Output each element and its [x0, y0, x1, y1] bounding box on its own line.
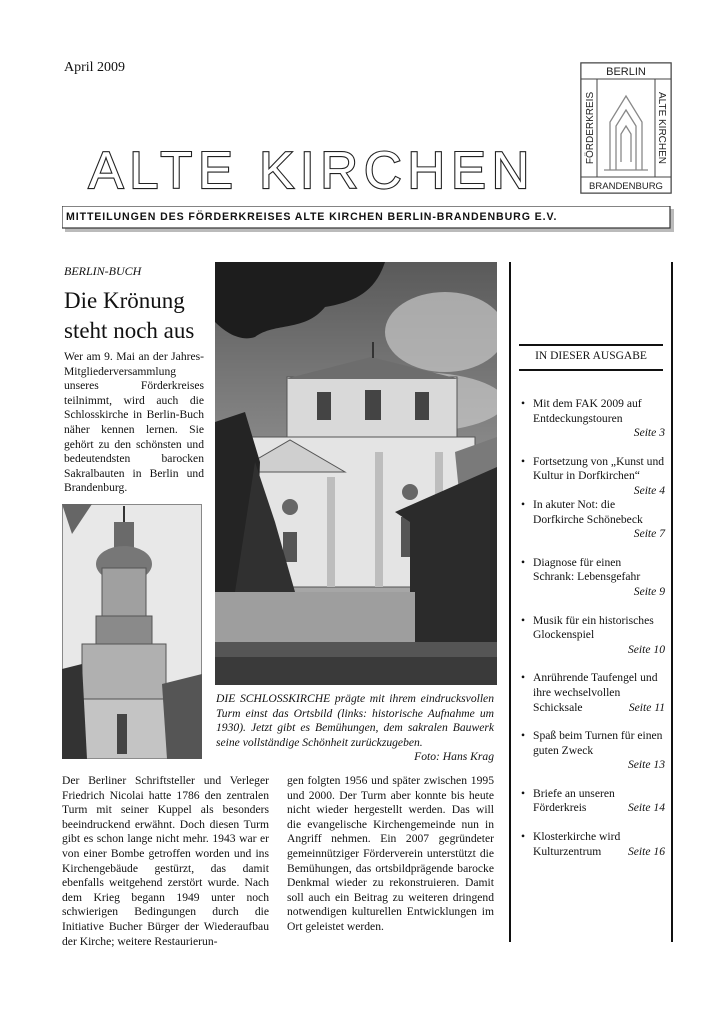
- logo-text-right: ALTE KIRCHEN: [656, 91, 667, 165]
- toc-item-text: Anrührende Taufengel und ihre wechselvollen Schicksale: [533, 671, 658, 714]
- toc-item[interactable]: [521, 397, 665, 441]
- toc-item-page: Seite 14: [627, 801, 665, 815]
- masthead-title-text: Alte Kirchen: [88, 142, 536, 198]
- toc-item[interactable]: [521, 787, 665, 816]
- sidebar-divider-left: [509, 262, 511, 942]
- issue-date: April 2009: [64, 60, 126, 75]
- bullet-icon: •: [521, 729, 526, 743]
- toc-item-text: In akuter Not: die Dorfkirche Schönebeck: [533, 497, 643, 526]
- bullet-icon: •: [521, 454, 526, 468]
- bullet-icon: •: [521, 671, 526, 685]
- toc-item-page: Seite 10: [627, 642, 665, 656]
- church-photo: [215, 262, 497, 685]
- toc-rule-bottom: [519, 369, 663, 371]
- toc-item[interactable]: [521, 454, 665, 497]
- toc-item[interactable]: [521, 671, 665, 715]
- toc-list: [521, 397, 665, 873]
- toc-item[interactable]: [521, 830, 665, 859]
- toc-item-page: Seite 7: [633, 527, 665, 541]
- masthead-title: [62, 138, 562, 198]
- toc-item-text: Fortsetzung von „Kunst und Kultur in Dorfkirchen“: [533, 454, 665, 483]
- photo-caption-text: DIE SCHLOSSKIRCHE prägte mit ihrem eindrucksvollen Turm einst das Ortsbild (links: historische Aufnahme um 1930). Jetzt gibt es Bemühungen, dem sakralen Bauwerk seine vollständige Schönheit zurückzugeben.: [216, 692, 494, 749]
- toc-item-page: Seite 11: [628, 700, 665, 714]
- logo-text-bottom: BRANDENBURG: [589, 181, 663, 192]
- toc-item-page: Seite 9: [633, 584, 665, 598]
- bullet-icon: •: [521, 786, 526, 800]
- toc-item-text: Klosterkirche wird Kulturzentrum: [533, 830, 621, 858]
- article-body-column-2: gen folgten 1956 und später zwischen 1995 und 2000. Der Turm aber konnte bis heute nicht wieder hergestellt werden. Das will die evangelische Kirchengemeinde nun in Angriff nehmen. Ein 2007 gegründeter gemeinnütziger Förderverein unterstützt die Bemühungen, das ortsbildprägende barocke Denkmal wieder zu rekonstruieren. Damit soll auch ein Beitrag zu weiteren dringend notwendigen kulturellen Entwicklungen im Ort geleistet werden.: [287, 774, 494, 933]
- toc-item[interactable]: [521, 614, 665, 658]
- toc-item-text: Mit dem FAK 2009 auf Entdeckungstouren: [533, 397, 642, 425]
- toc-item-page: Seite 16: [627, 844, 665, 858]
- bullet-icon: •: [521, 397, 526, 410]
- toc-item-page: Seite 4: [633, 483, 665, 497]
- toc-title: IN DIESER AUSGABE: [535, 350, 647, 362]
- toc-item[interactable]: [521, 498, 665, 542]
- church-logo-icon: [580, 62, 672, 194]
- toc-item-text: Briefe an unseren Förderkreis: [533, 786, 615, 815]
- toc-item-text: Diagnose für einen Schrank: Lebensgefahr: [533, 555, 641, 584]
- toc-item-text: Spaß beim Turnen für einen guten Zweck: [533, 729, 663, 757]
- toc-item[interactable]: [521, 556, 665, 600]
- bullet-icon: •: [521, 613, 526, 627]
- bullet-icon: •: [521, 555, 526, 569]
- article-body-column-1: Der Berliner Schriftsteller und Verleger Friedrich Nicolai hatte 1786 den zentralen Turm mit seiner Kuppel als besonders beeindruckend erwähnt. Doch diesen Turm gibt es schon lange nicht mehr. 1943 war er von einer Bombe getroffen worden und ins Kirchengebäude gestürzt, das damit ebenfalls weitgehend zerstört wurde. Nach dem Krieg begann 1949 unter noch schwierigen Bedingungen durch die Initiative Bucher Bürger der Wiederaufbau der Kirche; weitere Restaurierun-: [62, 774, 269, 948]
- toc-item-page: Seite 3: [633, 426, 665, 440]
- article-kicker: BERLIN-BUCH: [64, 264, 142, 278]
- logo-text-top: BERLIN: [606, 66, 646, 78]
- toc-item[interactable]: [521, 729, 665, 773]
- sidebar-divider-right: [671, 262, 673, 942]
- masthead-subtitle: MITTEILUNGEN DES FÖRDERKREISES ALTE KIRCHEN BERLIN-BRANDENBURG E.V.: [66, 211, 558, 223]
- toc-item-page: Seite 13: [627, 758, 665, 772]
- article-headline: Die Krönung steht noch aus: [64, 288, 195, 343]
- photo-credit: Foto: Hans Krag: [414, 750, 494, 764]
- photo-caption: [216, 692, 494, 765]
- article-lead: Wer am 9. Mai an der Jahres-Mitgliederversammlung unseres Förderkreises teilnimmt, wird auch die Schlosskirche in Berlin-Buch näher kennen lernen. Sie gehört zu den schönsten und bedeutendsten barocken Sakralbauten in Berlin und Brandenburg.: [64, 350, 204, 495]
- historic-church-photo: [62, 504, 202, 759]
- logo-text-left: FÖRDERKREIS: [585, 91, 596, 165]
- toc-rule-top: [519, 344, 663, 346]
- bullet-icon: •: [521, 497, 526, 511]
- bullet-icon: •: [521, 830, 526, 844]
- toc-item-text: Musik für ein historisches Glockenspiel: [533, 613, 654, 642]
